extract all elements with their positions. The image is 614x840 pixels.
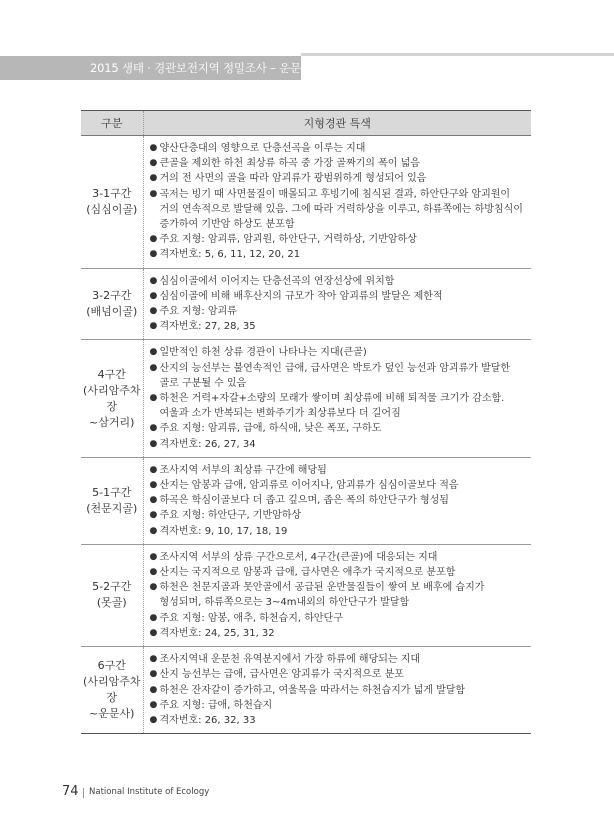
- feature-list: [150, 652, 528, 728]
- list-item-text: 주요 지형: 하안단구, 기반암하상: [159, 510, 302, 522]
- section-label-line: 5-1구간: [92, 485, 132, 499]
- list-item: [150, 319, 528, 334]
- list-item: [150, 626, 528, 641]
- section-label-line: (천문지골): [86, 501, 138, 515]
- feature-list: [150, 274, 528, 335]
- list-item-text: 격자번호: 9, 10, 17, 18, 19: [159, 525, 288, 537]
- bullet-icon: ●: [149, 173, 158, 184]
- list-item-text: 주요 지형: 암봉, 애추, 하천습지, 하안단구: [159, 612, 343, 624]
- list-item-text: 산지는 국지적으로 암봉과 급애, 급사면은 애추가 국지적으로 분포함: [159, 567, 456, 579]
- list-item-text: 큰골을 제외한 하천 최상류 하곡 중 가장 골짜기의 폭이 넓음: [159, 158, 420, 170]
- page-number: 74: [62, 784, 79, 799]
- bullet-icon: ●: [149, 495, 158, 506]
- bullet-icon: ●: [149, 234, 158, 245]
- bullet-icon: ●: [149, 423, 158, 434]
- list-item: [150, 391, 528, 421]
- list-item: [150, 289, 528, 304]
- list-item: [150, 437, 528, 452]
- list-item-text: 산지의 능선부는 불연속적인 급애, 급사면은 박토가 덮인 능선과 암괴류가 발달한 골로 구분될 수 있음: [159, 362, 511, 389]
- table-row: [81, 544, 531, 646]
- table-row: [81, 647, 531, 734]
- section-label-line: (배넘이골): [86, 305, 138, 319]
- bullet-icon: ●: [149, 510, 158, 521]
- feature-list: [150, 141, 528, 263]
- list-item: [150, 478, 528, 493]
- list-item-text: 격자번호: 26, 32, 33: [159, 714, 256, 726]
- list-item: [150, 698, 528, 713]
- bullet-icon: ●: [149, 714, 158, 725]
- list-item: [150, 550, 528, 565]
- list-item: [150, 345, 528, 360]
- list-item-text: 격자번호: 24, 25, 31, 32: [159, 627, 275, 639]
- bullet-icon: ●: [149, 275, 158, 286]
- footer-organization: National Institute of Ecology: [89, 787, 210, 797]
- section-label-line: (심심이골): [86, 202, 138, 216]
- list-item-text: 거의 전 사면의 골을 따라 암괴류가 광범위하게 형성되어 있음: [159, 173, 427, 185]
- section-label-line: ~운문사): [89, 707, 135, 721]
- list-item-text: 주요 지형: 암괴류, 암괴원, 하안단구, 거력하상, 기반암하상: [159, 234, 417, 246]
- list-item-text: 주요 지형: 암괴류, 급애, 하식애, 낮은 폭포, 구하도: [159, 423, 382, 435]
- list-item: [150, 493, 528, 508]
- bullet-icon: ●: [149, 362, 158, 373]
- section-cell: [81, 544, 143, 646]
- list-item-text: 일반적인 하천 상류 경관이 나타나는 지대(큰골): [159, 347, 367, 359]
- bullet-icon: ●: [149, 188, 158, 199]
- bullet-icon: ●: [149, 143, 158, 153]
- bullet-icon: ●: [149, 654, 158, 665]
- list-item: [150, 274, 528, 289]
- list-item-text: 양산단층대의 영향으로 단층선곡을 이루는 지대: [159, 143, 366, 154]
- section-label-line: 4구간: [97, 367, 126, 381]
- list-item: [150, 611, 528, 626]
- terrain-landscape-table: [81, 110, 531, 734]
- section-label-line: ~삼거리): [89, 415, 135, 429]
- running-header-title: 2015 생태 · 경관보전지역 정밀조사 – 운문산: [90, 61, 312, 75]
- list-item: [150, 304, 528, 319]
- column-header-section: 구분: [81, 111, 143, 136]
- bullet-icon: ●: [149, 582, 158, 593]
- list-item-text: 격자번호: 27, 28, 35: [159, 321, 256, 333]
- bullet-icon: ●: [149, 684, 158, 695]
- list-item-text: 하곡은 학심이골보다 더 좁고 깊으며, 좁은 폭의 하안단구가 형성됨: [159, 495, 449, 507]
- list-item: [150, 361, 528, 391]
- bullet-icon: ●: [149, 393, 158, 404]
- list-item-text: 산지 능선부는 급애, 급사면은 암괴류가 국지적으로 분포: [159, 669, 404, 681]
- list-item-text: 심심이골에서 이어지는 단층선곡의 연장선상에 위치함: [159, 275, 395, 287]
- list-item-text: 격자번호: 26, 27, 34: [159, 438, 256, 450]
- list-item-text: 조사지역 서부의 상류 구간으로서, 4구간(큰골)에 대응되는 지대: [159, 551, 438, 563]
- list-item-text: 하천은 천문지골과 못안골에서 공급된 운반물질들이 쌓여 보 배후에 습지가 형성되며, 하류쪽으로는 3~4m내외의 하안단구가 발달함: [159, 582, 485, 609]
- features-cell: [143, 268, 531, 340]
- bullet-icon: ●: [149, 480, 158, 491]
- list-item: [150, 508, 528, 523]
- table-row: [81, 457, 531, 544]
- list-item-text: 주요 지형: 암괴류: [159, 306, 237, 318]
- bullet-icon: ●: [149, 306, 158, 317]
- feature-list: [150, 550, 528, 641]
- list-item: [150, 652, 528, 667]
- bullet-icon: ●: [149, 464, 158, 475]
- list-item-text: 주요 지형: 급애, 하천습지: [159, 699, 273, 711]
- list-item-text: 산지는 암봉과 급애, 암괴류로 이어지나, 암괴류가 심심이골보다 적음: [159, 480, 459, 492]
- list-item: [150, 247, 528, 262]
- feature-list: [150, 463, 528, 539]
- list-item: [150, 580, 528, 610]
- bullet-icon: ●: [149, 438, 158, 449]
- bullet-icon: ●: [149, 290, 158, 301]
- bullet-icon: ●: [149, 627, 158, 638]
- list-item: [150, 463, 528, 478]
- table-row: [81, 268, 531, 340]
- features-cell: [143, 136, 531, 269]
- section-cell: [81, 647, 143, 734]
- bullet-icon: ●: [149, 525, 158, 536]
- feature-list: [150, 345, 528, 451]
- footer-separator: [83, 788, 84, 798]
- list-item-text: 조사지역 서부의 최상류 구간에 해당됨: [159, 464, 327, 476]
- list-item-text: 심심이골에 비해 배후산지의 규모가 작아 암괴류의 발달은 제한적: [159, 290, 443, 302]
- section-label-line: 3-1구간: [92, 186, 132, 200]
- table-body: [81, 136, 531, 734]
- section-cell: [81, 457, 143, 544]
- bullet-icon: ●: [149, 612, 158, 623]
- section-cell: [81, 268, 143, 340]
- list-item-text: 격자번호: 5, 6, 11, 12, 20, 21: [159, 249, 301, 261]
- features-cell: [143, 340, 531, 457]
- list-item: [150, 683, 528, 698]
- bullet-icon: ●: [149, 669, 158, 680]
- bullet-icon: ●: [149, 321, 158, 332]
- bullet-icon: ●: [149, 567, 158, 578]
- list-item: [150, 713, 528, 728]
- list-item: [150, 141, 528, 156]
- table-header-row: [81, 111, 531, 136]
- section-label-line: 5-2구간: [92, 580, 132, 594]
- list-item-text: 조사지역내 운문천 유역분지에서 가장 하류에 해당되는 지대: [159, 654, 421, 666]
- table-row: [81, 340, 531, 457]
- section-label-line: (사리암주차장: [83, 675, 141, 705]
- list-item: [150, 156, 528, 171]
- features-cell: [143, 544, 531, 646]
- list-item: [150, 232, 528, 247]
- section-cell: [81, 340, 143, 457]
- table-row: [81, 136, 531, 269]
- list-item: [150, 171, 528, 186]
- bullet-icon: ●: [149, 699, 158, 710]
- bullet-icon: ●: [149, 551, 158, 562]
- list-item-text: 하천은 거력+자갈+소량의 모래가 쌓이며 최상류에 비해 퇴적물 크기가 감소함. 여울과 소가 반복되는 변화주기가 최상류보다 더 길어짐: [159, 393, 505, 420]
- section-label-line: 6구간: [97, 659, 126, 673]
- section-label-line: (못골): [96, 596, 127, 610]
- features-cell: [143, 457, 531, 544]
- list-item-text: 하천은 잔자갈이 증가하고, 여울목을 따라서는 하천습지가 넓게 발달함: [159, 684, 466, 696]
- list-item-text: 곡저는 빙기 때 사면물질이 매몰되고 후빙기에 침식된 결과, 하안단구와 암괴원이 거의 연속적으로 발달해 있음. 그에 따라 거력하상을 이루고, 하류쪽에는 하방침식이 증가하여 기반암 하상도 분포함: [159, 188, 523, 231]
- bullet-icon: ●: [149, 249, 158, 260]
- list-item: [150, 421, 528, 436]
- header-rule: [301, 53, 614, 56]
- section-cell: [81, 136, 143, 269]
- features-cell: [143, 647, 531, 734]
- list-item: [150, 667, 528, 682]
- section-label-line: 3-2구간: [92, 289, 132, 303]
- section-label-line: (사리암주차장: [83, 383, 141, 413]
- list-item: [150, 524, 528, 539]
- bullet-icon: ●: [149, 347, 158, 358]
- list-item: [150, 187, 528, 233]
- list-item: [150, 565, 528, 580]
- column-header-features: 지형경관 특색: [143, 111, 531, 136]
- bullet-icon: ●: [149, 158, 158, 169]
